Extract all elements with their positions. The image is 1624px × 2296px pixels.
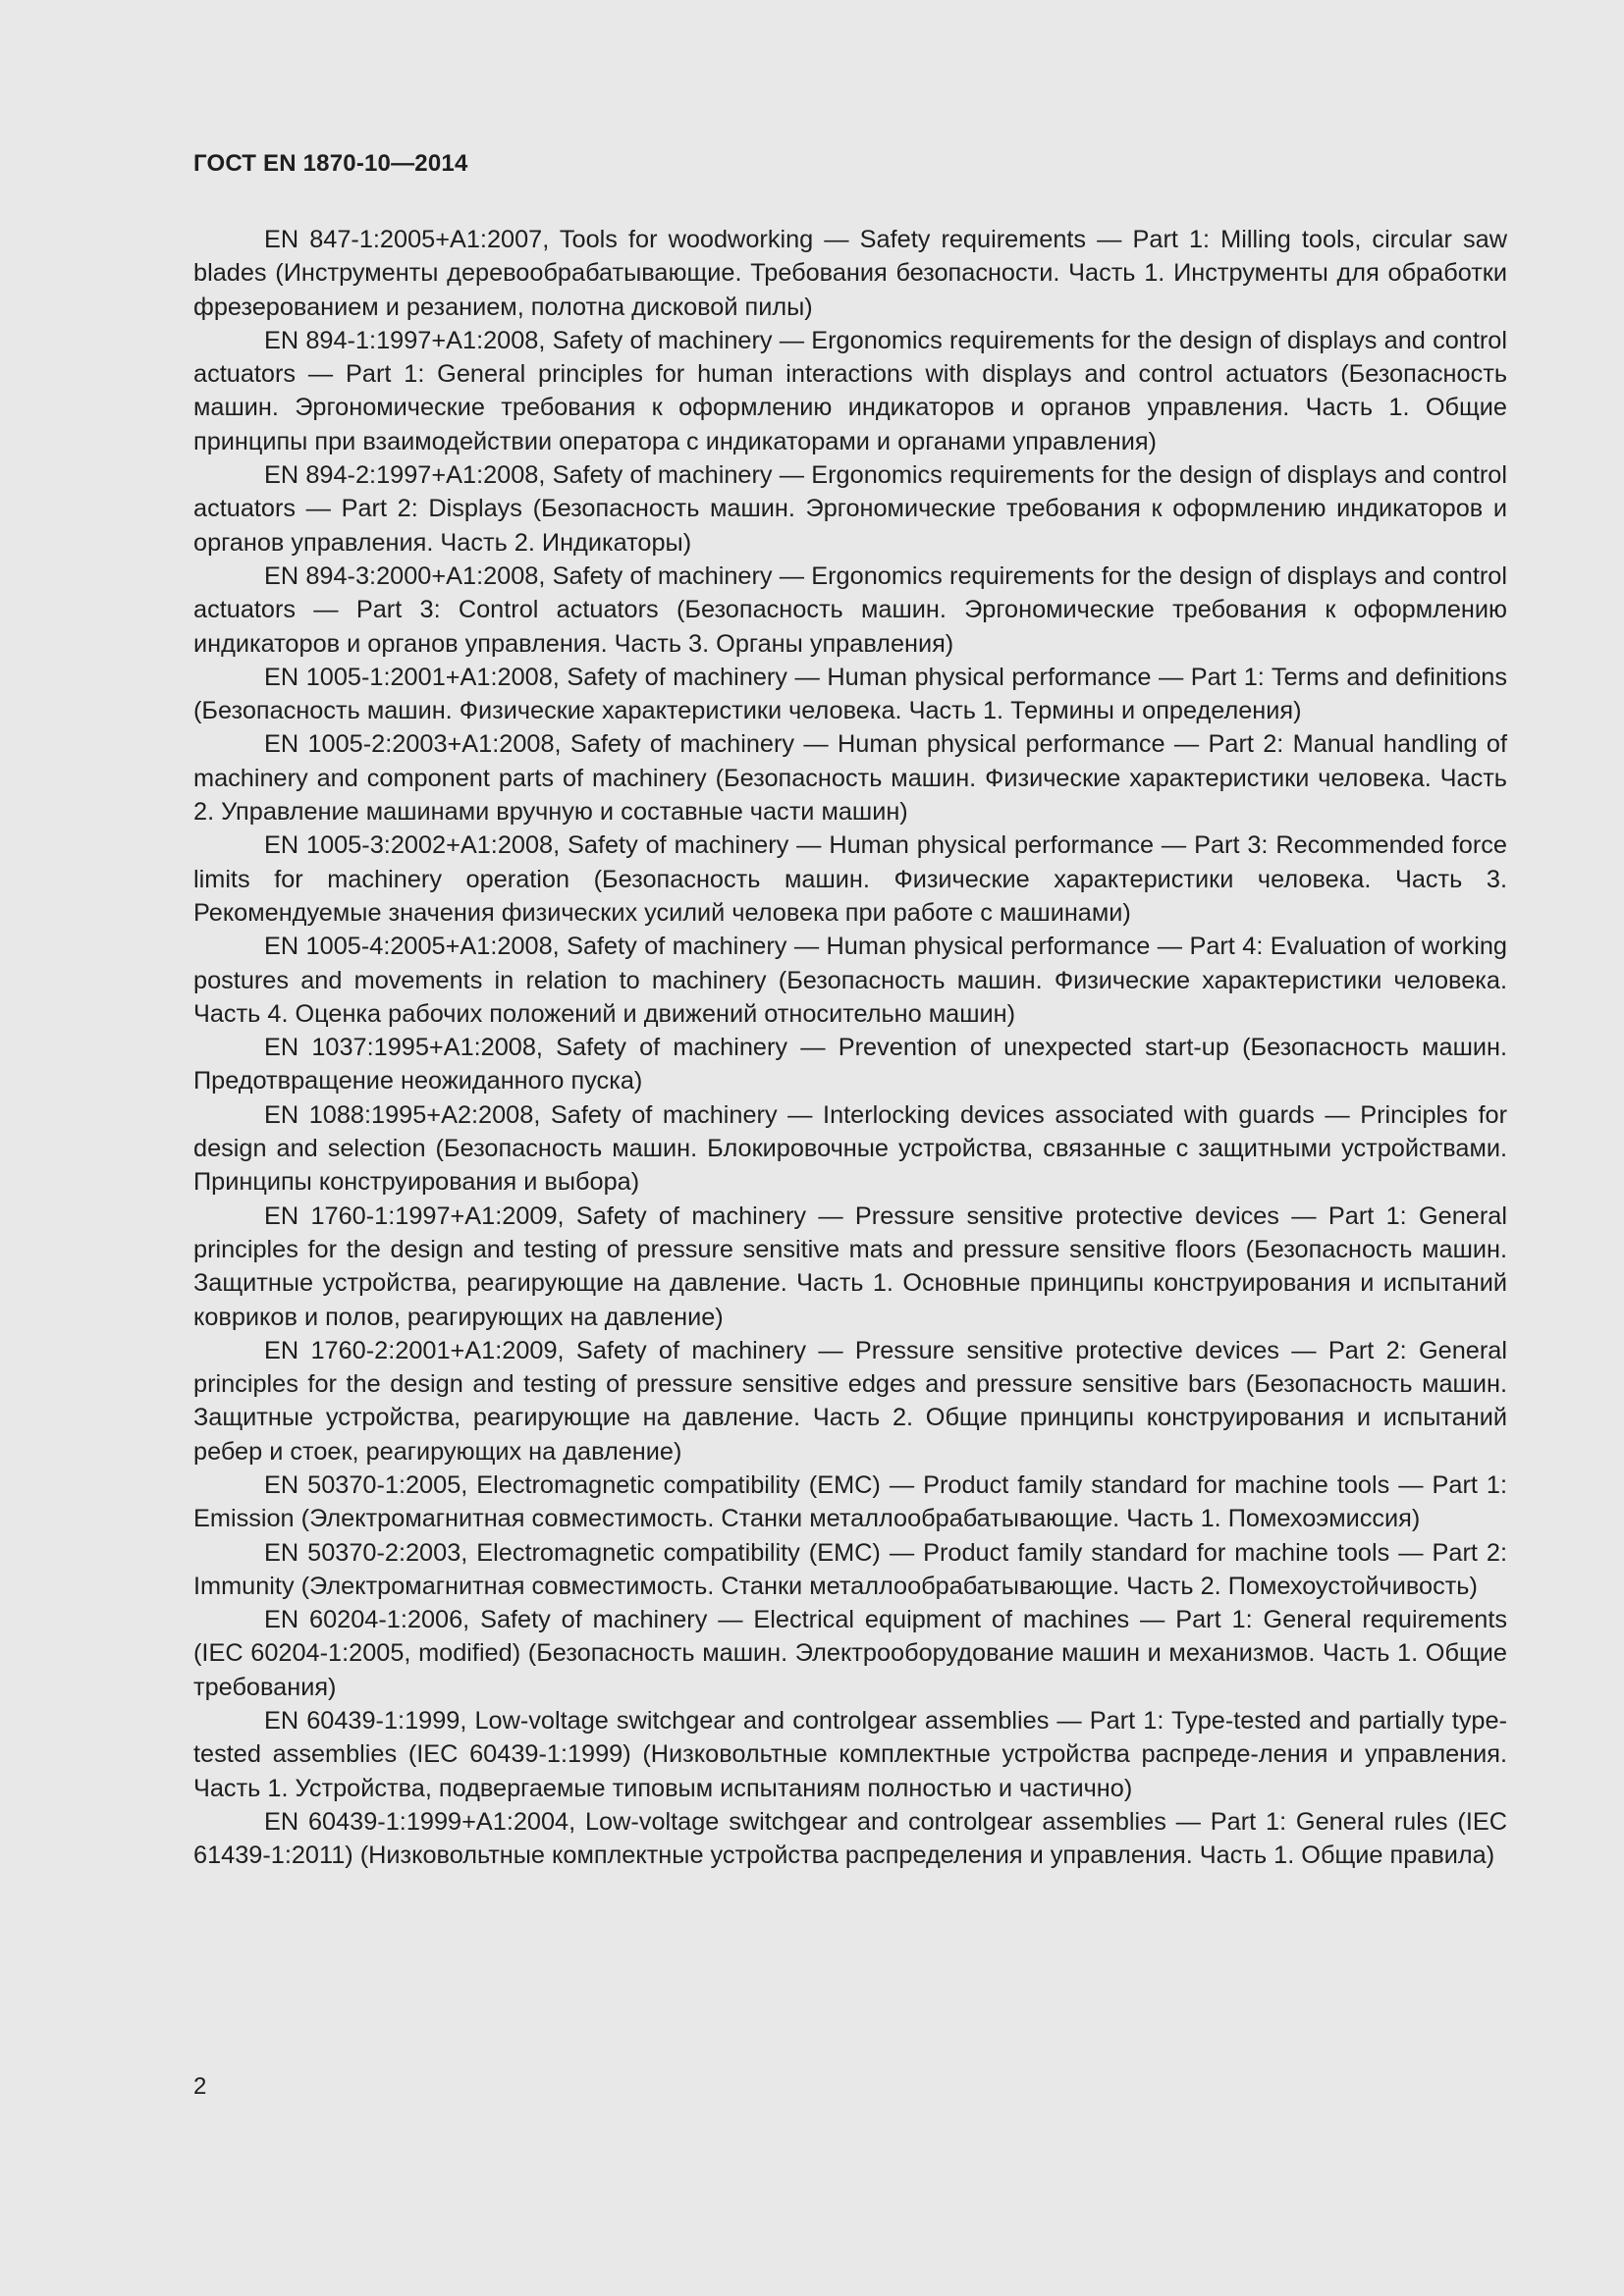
reference-item: EN 60439-1:1999+A1:2004, Low-voltage switchgear and controlgear assemblies — Part 1: General rules (IEC 61439-1:2011) (Низковольтные комплектные устройства распределения и управления. Часть 1. Общие правила) (193, 1807, 1507, 1870)
reference-item: EN 50370-2:2003, Electromagnetic compatibility (EMC) — Product family standard for machine tools — Part 2: Immunity (Электромагнитная совместимость. Станки металлообрабатывающие. Часть 2. Помехоустойчивость) (193, 1538, 1507, 1600)
reference-item: EN 1760-1:1997+A1:2009, Safety of machinery — Pressure sensitive protective devices — Part 1: General principles for the design and testing of pressure sensitive mats and pressure sensitive floors (Безопасность машин. Защитные устройства, реагирующие на давление. Часть 1. Основные принципы конструирования и испытаний ковриков и полов, реагирующих на давление) (193, 1201, 1507, 1331)
reference-item: EN 50370-1:2005, Electromagnetic compatibility (EMC) — Product family standard for machine tools — Part 1: Emission (Электромагнитная совместимость. Станки металлообрабатывающие. Часть 1. Помехоэмиссия) (193, 1470, 1507, 1533)
normative-references-list (193, 223, 1507, 1873)
reference-item: EN 1005-2:2003+A1:2008, Safety of machinery — Human physical performance — Part 2: Manual handling of machinery and component parts of machinery (Безопасность машин. Физические характеристики человека. Часть 2. Управление машинами вручную и составные части машин) (193, 730, 1507, 827)
document-header: ГОСТ EN 1870-10—2014 (193, 150, 468, 177)
reference-item: EN 847-1:2005+A1:2007, Tools for woodworking — Safety requirements — Part 1: Milling tools, circular saw blades (Инструменты деревообрабатывающие. Требования безопасности. Часть 1. Инструменты для обработки фрезерованием и резанием, полотна дисковой пилы) (193, 226, 1507, 321)
reference-item: EN 1005-3:2002+A1:2008, Safety of machinery — Human physical performance — Part 3: Recommended force limits for machinery operation (Безопасность машин. Физические характеристики человека. Часть 3. Рекомендуемые значения физических усилий человека при работе с машинами) (193, 831, 1507, 927)
reference-item: EN 1037:1995+A1:2008, Safety of machinery — Prevention of unexpected start-up (Безопасность машин. Предотвращение неожиданного пуска) (193, 1034, 1507, 1095)
reference-item: EN 1005-4:2005+A1:2008, Safety of machinery — Human physical performance — Part 4: Evaluation of working postures and movements in relation to machinery (Безопасность машин. Физические характеристики человека. Часть 4. Оценка рабочих положений и движений относительно машин) (193, 933, 1507, 1028)
reference-item: EN 1088:1995+A2:2008, Safety of machinery — Interlocking devices associated with guards — Principles for design and selection (Безопасность машин. Блокировочные устройства, связанные с защитными устройствами. Принципы конструирования и выбора) (193, 1100, 1507, 1197)
reference-item: EN 1760-2:2001+A1:2009, Safety of machinery — Pressure sensitive protective devices — Part 2: General principles for the design and testing of pressure sensitive edges and pressure sensitive bars (Безопасность машин. Защитные устройства, реагирующие на давление. Часть 2. Общие принципы конструирования и испытаний ребер и стоек, реагирующих на давление) (193, 1336, 1507, 1466)
reference-item: EN 1005-1:2001+A1:2008, Safety of machinery — Human physical performance — Part 1: Terms and definitions (Безопасность машин. Физические характеристики человека. Часть 1. Термины и определения) (193, 663, 1507, 725)
reference-item: EN 60204-1:2006, Safety of machinery — Electrical equipment of machines — Part 1: General requirements (IEC 60204-1:2005, modified) (Безопасность машин. Электрооборудование машин и механизмов. Часть 1. Общие требования) (193, 1606, 1507, 1701)
reference-item: EN 894-1:1997+A1:2008, Safety of machinery — Ergonomics requirements for the design of displays and control actuators — Part 1: General principles for human interactions with displays and control actuators (Безопасность машин. Эргономические требования к оформлению индикаторов и органов управления. Часть 1. Общие принципы при взаимодействии оператора с индикаторами и органами управления) (193, 326, 1507, 455)
reference-item: EN 60439-1:1999, Low-voltage switchgear and controlgear assemblies — Part 1: Type-tested and partially type-tested assemblies (IEC 60439-1:1999) (Низковольтные комплектные устройства распреде-ления и управления. Часть 1. Устройства, подвергаемые типовым испытаниям полностью и частично) (193, 1707, 1507, 1802)
page-number: 2 (193, 2073, 207, 2100)
reference-item: EN 894-2:1997+A1:2008, Safety of machinery — Ergonomics requirements for the design of displays and control actuators — Part 2: Displays (Безопасность машин. Эргономические требования к оформлению индикаторов и органов управления. Часть 2. Индикаторы) (193, 461, 1507, 557)
reference-item: EN 894-3:2000+A1:2008, Safety of machinery — Ergonomics requirements for the design of displays and control actuators — Part 3: Control actuators (Безопасность машин. Эргономические требования к оформлению индикаторов и органов управления. Часть 3. Органы управления) (193, 561, 1507, 658)
